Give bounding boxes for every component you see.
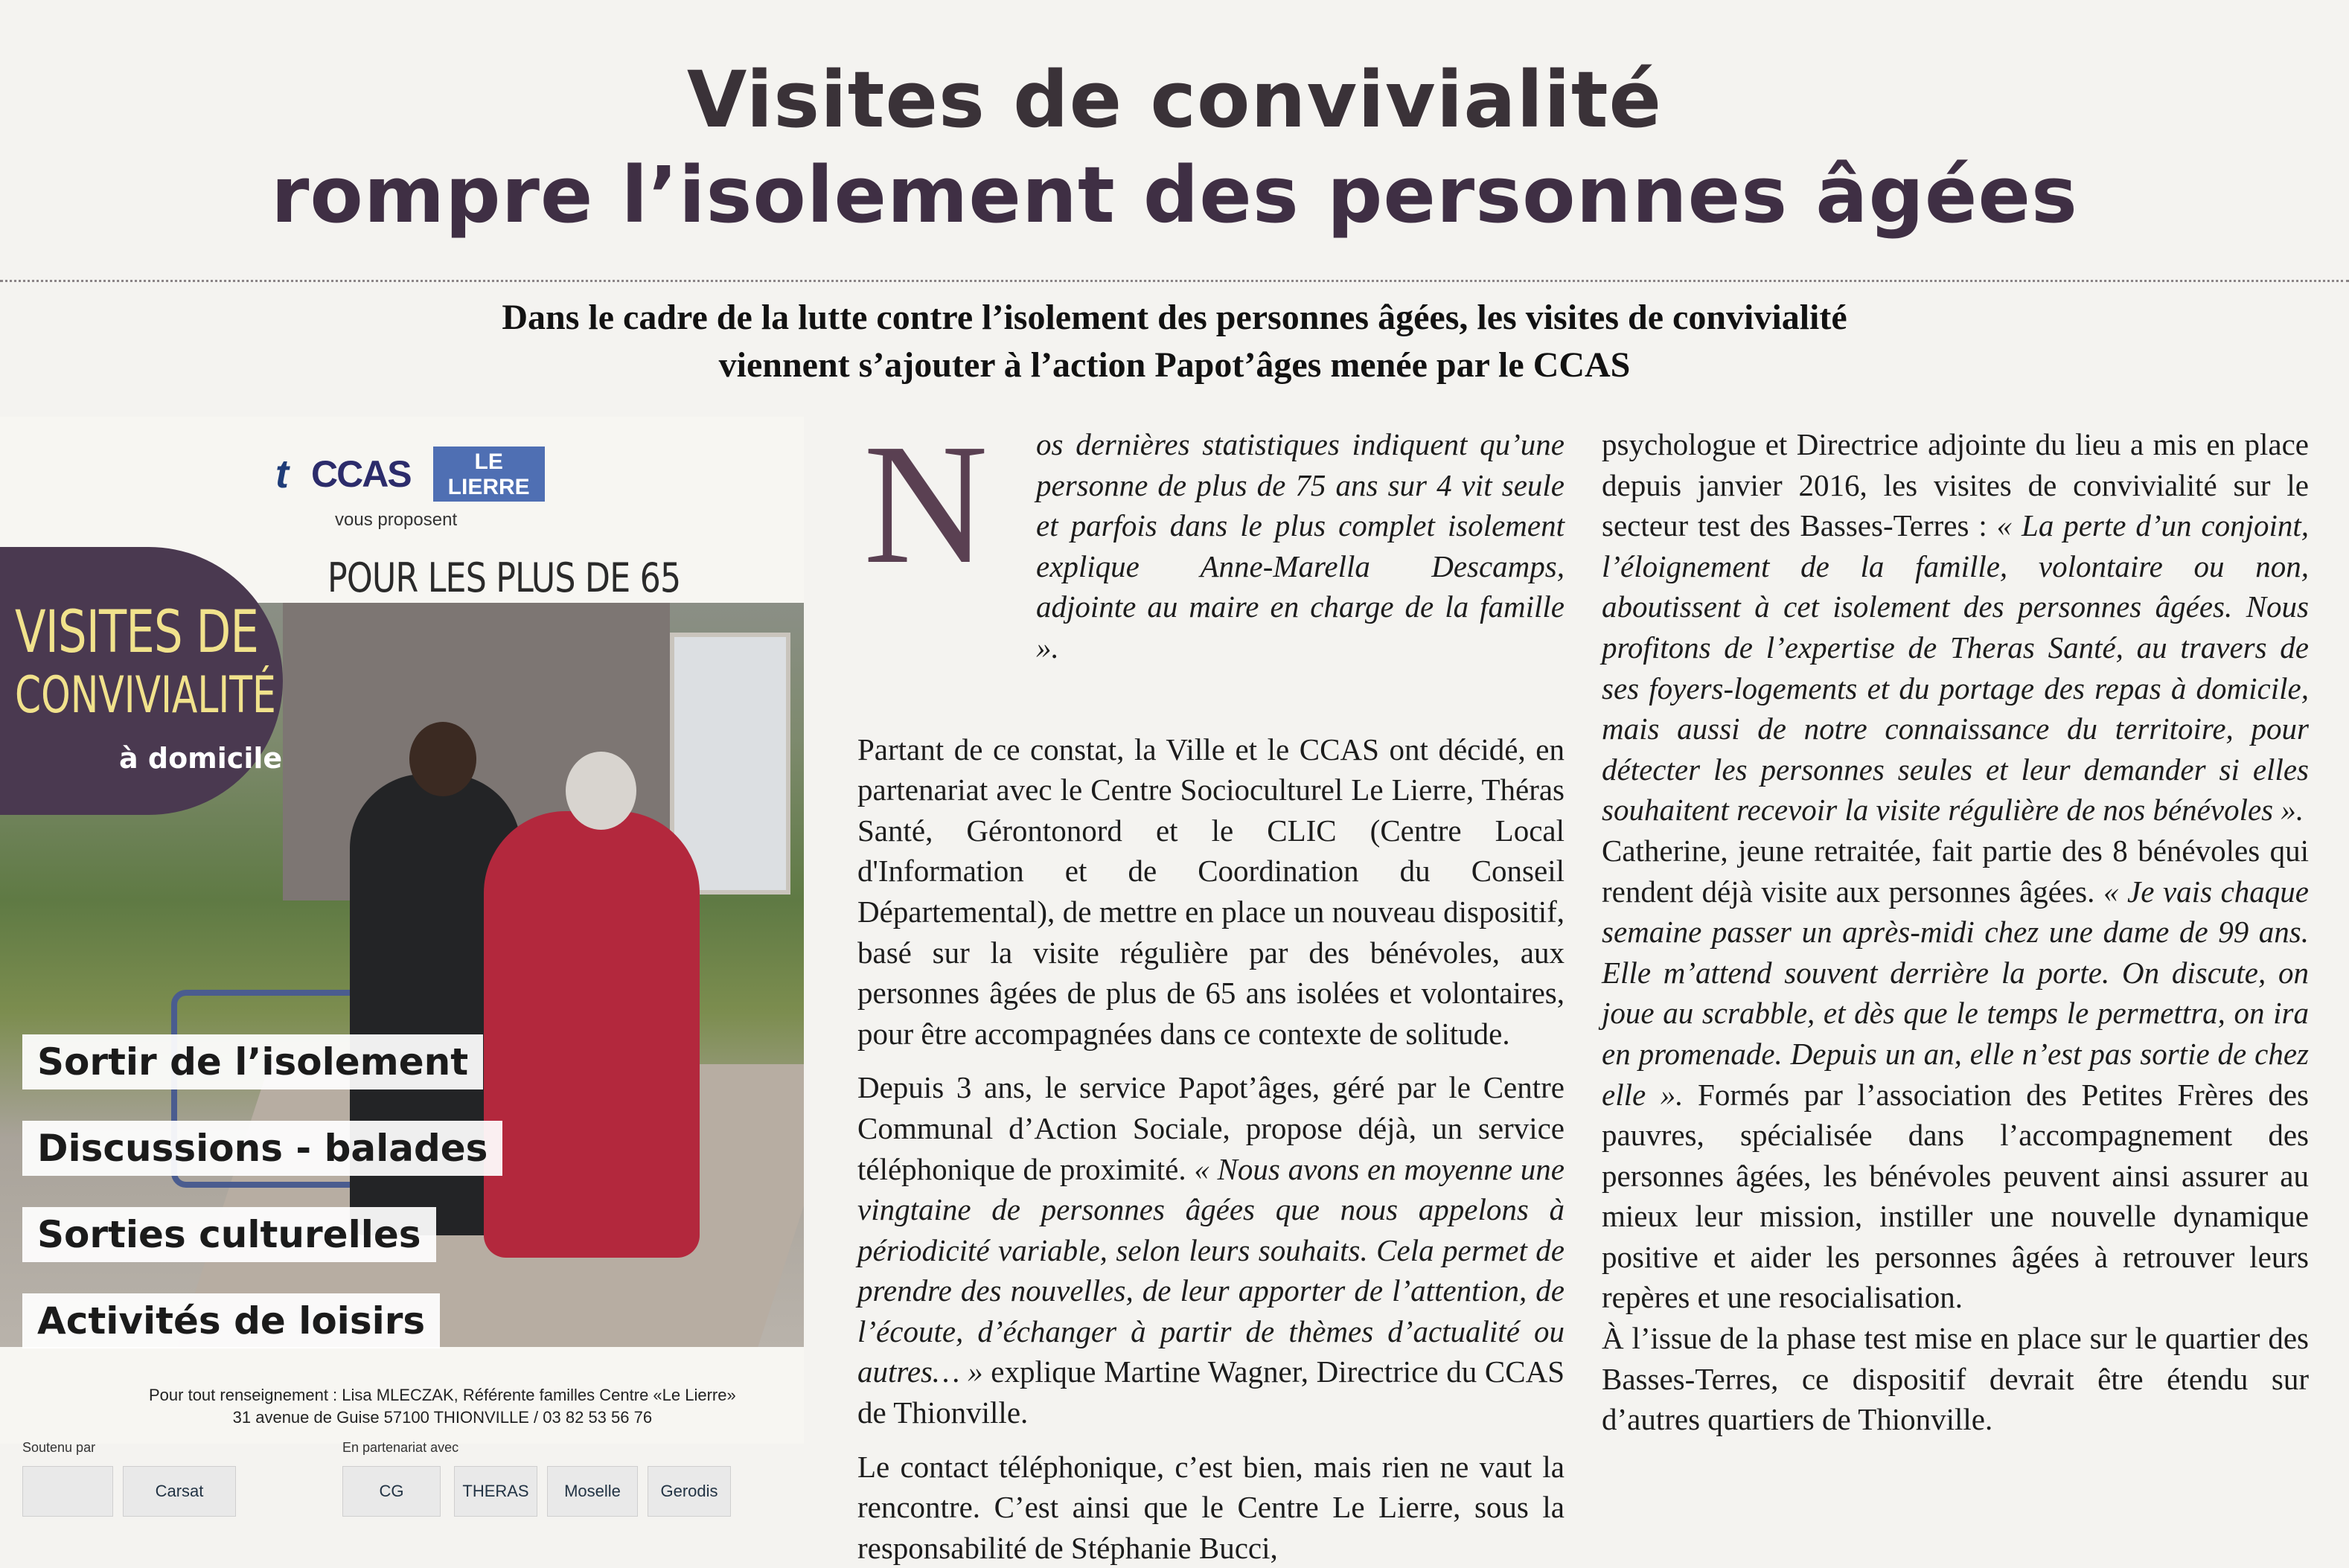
title-line-1: Visites de convivialité	[686, 54, 1663, 145]
paragraph	[1602, 831, 2309, 1318]
standfirst-line-2: viennent s’ajouter à l’action Papot’âges menée par le CCAS	[718, 345, 1631, 385]
text-run: explique Martine Wagner, Directrice du CCAS de Thionville.	[857, 1354, 1565, 1430]
partner-logo-moselle: Moselle	[547, 1466, 638, 1517]
support-logo-carsat: Carsat	[123, 1466, 236, 1517]
photo-head-elderly	[566, 752, 636, 830]
paragraph: Le contact téléphonique, c’est bien, mais rien ne vaut la rencontre. C’est ainsi que le Centre Le Lierre, sous la responsabilité de Stéphanie Bucci,	[857, 1449, 1565, 1565]
ccas-logo: CCAS	[310, 453, 411, 495]
quote: « Nous avons en moyenne une vingtaine de personnes âgées que nous appelons à périodicité variable, selon leurs souhaits. Cela permet de prendre des nouvelles, de leur apporter de l’attention, de l’écoute, d’échanger à partir de thèmes d’actualité ou autres… »	[857, 1151, 1565, 1389]
poster	[0, 417, 804, 1500]
dotted-divider	[0, 280, 2349, 282]
bullet-item: Sortir de l’isolement	[22, 1034, 483, 1089]
paragraph: À l’issue de la phase test mise en place sur le quartier des Basses-Terres, ce dispositif devrait être étendu sur d’autres quartiers de Thionville.	[1602, 1321, 2309, 1437]
poster-badge	[0, 547, 283, 815]
badge-line-3: à domicile	[119, 742, 283, 775]
text-run: Depuis 3 ans, le service Papot’âges, géré par le Centre Communal d’Action Sociale, propose déjà, un service téléphonique de proximité.	[857, 1070, 1565, 1186]
photo-head-volunteer	[409, 722, 476, 796]
article-title	[0, 52, 2349, 243]
standfirst-line-1: Dans le cadre de la lutte contre l’isolement des personnes âgées, les visites de convivialité	[502, 298, 1847, 337]
quote: « Je vais chaque semaine passer un après-midi chez une dame de 99 ans. Elle m’attend souvent derrière la porte. On discute, on joue au scrabble, et dès que le temps le permettra, on ira en promenade. Depuis un an, elle n’est pas sortie de chez elle ».	[1602, 874, 2309, 1112]
poster-bullets	[22, 1034, 502, 1380]
badge-line-1: VISITES DE	[15, 599, 259, 666]
paragraph: Partant de ce constat, la Ville et le CCAS ont décidé, en partenariat avec le Centre Socioculturel Le Lierre, Théras Santé, Gérontonord et le CLIC (Centre Local d'Information et de Coordination du Conseil Départemental), de mettre en place un nouveau dispositif, basé sur la visite régulière par des bénévoles, aux personnes âgées de plus de 65 ans isolées et volontaires, pour être accompagnées dans ce contexte de solitude.	[857, 732, 1565, 1051]
article-column-3	[1602, 424, 2309, 1440]
paragraph	[857, 1067, 1565, 1433]
text-run: Catherine, jeune retraitée, fait partie des 8 bénévoles qui rendent déjà visite aux personnes âgées.	[1602, 833, 2309, 909]
partner-logo-gerodis: Gerodis	[648, 1466, 731, 1517]
article-column-2	[857, 409, 1565, 1568]
paragraph	[1602, 424, 2309, 831]
photo-person-elderly	[484, 811, 700, 1258]
thionville-logo: t	[275, 452, 289, 496]
lierre-logo: LE LIERRE	[433, 447, 545, 502]
contact-line-2: 31 avenue de Guise 57100 THIONVILLE / 03 82 53 56 76	[232, 1408, 653, 1427]
vous-proposent: vous proposent	[335, 510, 458, 530]
text-run: Formés par l’association des Petites Frères des pauvres, spécialisée dans l’accompagnement des personnes âgées, les bénévoles peuvent ainsi assurer au mieux leur mission, instiller une nouvelle dynamique positive et aider les personnes âgées à retrouver leurs repères et une resocialisation.	[1602, 1077, 2309, 1315]
age-banner: POUR LES PLUS DE 65	[327, 554, 681, 601]
partner-logo-theras: THERAS	[454, 1466, 537, 1517]
title-line-2: rompre l’isolement des personnes âgées	[271, 150, 2078, 240]
text-run: psychologue et Directrice adjointe du lieu a mis en place depuis janvier 2016, les visites de convivialité sur le secteur test des Basses-Terres :	[1602, 427, 2309, 543]
bullet-item: Sorties culturelles	[22, 1207, 436, 1262]
support-label: Soutenu par	[22, 1440, 96, 1455]
poster-logos	[275, 447, 545, 502]
standfirst	[0, 294, 2349, 389]
bullet-item: Discussions - balades	[22, 1121, 502, 1176]
intro-paragraph	[1036, 424, 1565, 668]
poster-contact	[149, 1384, 736, 1429]
badge-line-2: CONVIVIALITÉ	[15, 666, 276, 725]
partner-label: En partenariat avec	[342, 1440, 459, 1455]
bullet-item: Activités de loisirs	[22, 1293, 440, 1348]
drop-cap: N	[863, 409, 988, 600]
support-logo-fondation	[22, 1466, 113, 1517]
intro-quote: os dernières statistiques indiquent qu’une personne de plus de 75 ans sur 4 vit seule et parfois dans le plus complet isolement explique Anne-Marella Descamps, adjointe au maire en charge de la famille ».	[1036, 427, 1565, 665]
quote: « La perte d’un conjoint, l’éloignement de la famille, volontaire ou non, aboutissent à cet isolement des personnes âgées. Nous profitons de l’expertise de Theras Santé, au travers de ses foyers-logements et du portage des repas à domicile, mais aussi de notre connaissance du territoire, pour détecter les personnes seules et leur demander si elles souhaitent recevoir la visite régulière de nos bénévoles ».	[1602, 508, 2309, 828]
partner-logo-cg: CG	[342, 1466, 441, 1517]
contact-line-1: Pour tout renseignement : Lisa MLECZAK, Référente familles Centre «Le Lierre»	[149, 1386, 736, 1404]
